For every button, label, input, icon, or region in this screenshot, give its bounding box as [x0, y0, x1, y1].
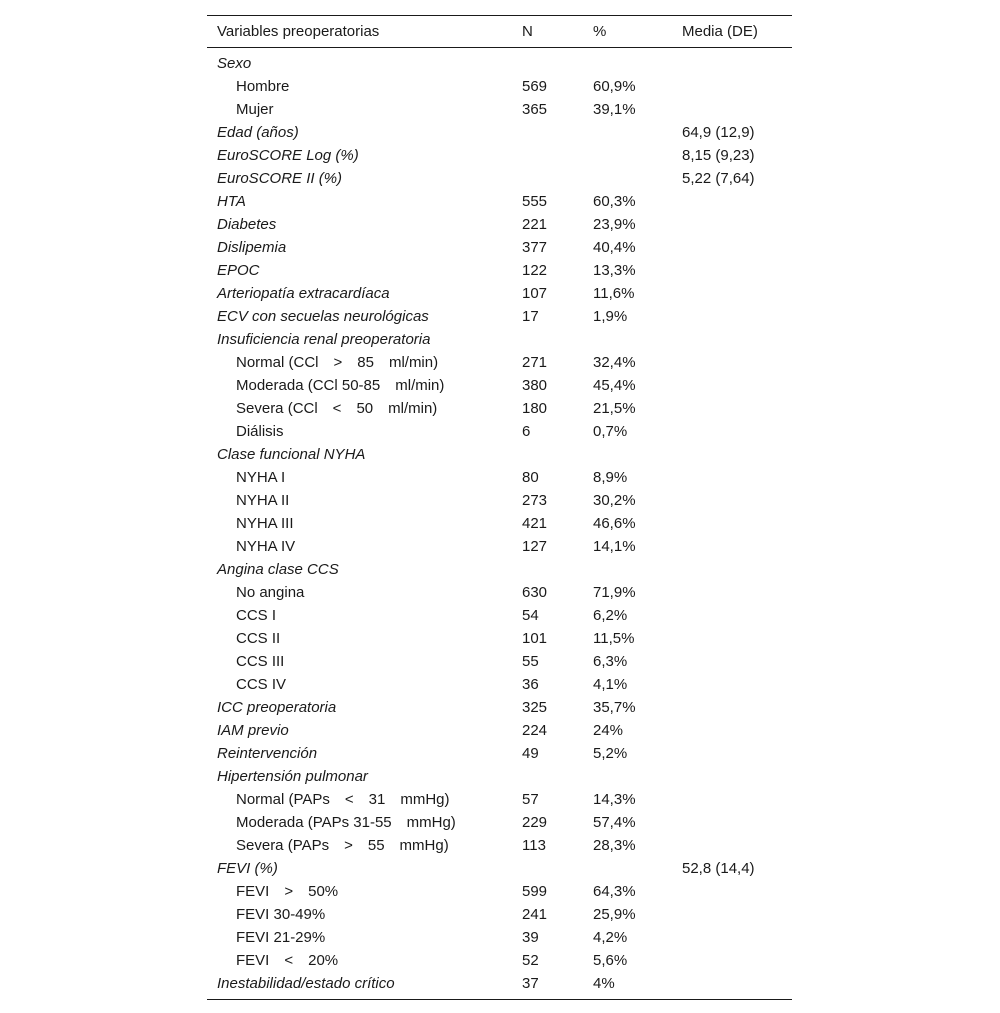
row-percent: 24%	[593, 722, 624, 739]
row-n	[512, 167, 583, 190]
row-mean-sd	[672, 880, 792, 903]
row-n: 37	[512, 972, 583, 1000]
row-mean-sd	[672, 650, 792, 673]
header-variables: Variables preoperatorias	[207, 16, 512, 48]
table-row	[207, 52, 792, 75]
table-row	[207, 397, 792, 420]
row-percent: 13,3%	[593, 262, 636, 279]
row-n: 6	[522, 423, 531, 440]
row-n: 39	[522, 929, 539, 946]
row-n: 55	[522, 653, 539, 670]
row-mean-sd	[672, 627, 792, 650]
row-n	[512, 52, 583, 75]
row-mean-sd	[672, 558, 792, 581]
row-mean-sd: 8,15 (9,23)	[682, 147, 755, 164]
table-row	[207, 420, 792, 443]
row-percent: 30,2%	[593, 492, 636, 509]
row-percent	[583, 765, 672, 788]
row-label: EuroSCORE II (%)	[217, 170, 343, 187]
row-mean-sd	[672, 489, 792, 512]
table-row	[207, 834, 792, 857]
row-percent: 6,2%	[593, 607, 628, 624]
row-label: Diabetes	[217, 216, 277, 233]
header-mean-sd: Media (DE)	[672, 16, 792, 48]
row-mean-sd: 5,22 (7,64)	[682, 170, 755, 187]
row-percent: 32,4%	[593, 354, 636, 371]
row-n: 107	[522, 285, 548, 302]
row-mean-sd	[672, 926, 792, 949]
row-percent: 28,3%	[593, 837, 636, 854]
row-mean-sd	[672, 328, 792, 351]
row-percent: 11,6%	[593, 285, 635, 302]
row-mean-sd	[672, 282, 792, 305]
row-n: 57	[522, 791, 539, 808]
table-row	[207, 972, 792, 1000]
row-percent: 8,9%	[593, 469, 628, 486]
row-n	[512, 857, 583, 880]
row-label: No angina	[236, 584, 305, 601]
row-n: 569	[522, 78, 548, 95]
row-label: EuroSCORE Log (%)	[217, 147, 359, 164]
row-label: FEVI (%)	[217, 860, 278, 877]
row-n: 17	[522, 308, 539, 325]
row-n: 325	[522, 699, 548, 716]
table-row	[207, 558, 792, 581]
row-label: ECV con secuelas neurológicas	[217, 308, 429, 325]
row-label: FEVI > 50%	[236, 883, 339, 900]
row-label: Insuficiencia renal preoperatoria	[217, 331, 431, 348]
table-row	[207, 880, 792, 903]
row-percent: 39,1%	[593, 101, 636, 118]
table-row	[207, 650, 792, 673]
table-row	[207, 903, 792, 926]
row-label: Clase funcional NYHA	[217, 446, 366, 463]
row-label: CCS III	[236, 653, 285, 670]
table-row	[207, 765, 792, 788]
row-label: Arteriopatía extracardíaca	[217, 285, 390, 302]
row-percent: 21,5%	[593, 400, 636, 417]
row-mean-sd	[672, 535, 792, 558]
table-row	[207, 581, 792, 604]
table-row	[207, 121, 792, 144]
row-label: HTA	[217, 193, 246, 210]
table-row	[207, 190, 792, 213]
row-n	[512, 144, 583, 167]
row-n: 630	[522, 584, 548, 601]
row-mean-sd	[672, 443, 792, 466]
row-label: Hombre	[236, 78, 290, 95]
row-label: Hipertensión pulmonar	[217, 768, 368, 785]
row-percent: 6,3%	[593, 653, 628, 670]
row-percent: 5,2%	[593, 745, 628, 762]
row-label: Edad (años)	[217, 124, 299, 141]
preoperative-variables-table	[207, 15, 792, 1000]
row-mean-sd: 52,8 (14,4)	[682, 860, 755, 877]
row-mean-sd	[672, 811, 792, 834]
row-percent: 4%	[583, 972, 672, 1000]
row-mean-sd	[672, 673, 792, 696]
row-label: Reintervención	[217, 745, 318, 762]
row-n: 113	[522, 837, 546, 854]
row-mean-sd	[672, 374, 792, 397]
row-percent: 64,3%	[593, 883, 636, 900]
table-row	[207, 374, 792, 397]
table-row	[207, 351, 792, 374]
row-label: ICC preoperatoria	[217, 699, 337, 716]
row-label: FEVI 21-29%	[236, 929, 326, 946]
row-label: Normal (CCl > 85 ml/min)	[236, 354, 439, 371]
row-percent: 14,3%	[593, 791, 636, 808]
row-mean-sd	[672, 466, 792, 489]
row-label: Mujer	[236, 101, 274, 118]
row-percent: 25,9%	[593, 906, 636, 923]
row-label: CCS I	[236, 607, 277, 624]
row-percent: 5,6%	[593, 952, 628, 969]
table-row	[207, 673, 792, 696]
row-n: 599	[522, 883, 548, 900]
row-label: Normal (PAPs < 31 mmHg)	[236, 791, 450, 808]
table-row	[207, 788, 792, 811]
row-n: 180	[522, 400, 548, 417]
row-n: 52	[522, 952, 539, 969]
row-percent: 4,1%	[593, 676, 628, 693]
row-mean-sd	[672, 75, 792, 98]
row-n: 273	[522, 492, 548, 509]
row-n: 555	[522, 193, 548, 210]
row-percent: 46,6%	[593, 515, 636, 532]
row-label: Severa (CCl < 50 ml/min)	[236, 400, 438, 417]
row-label: Inestabilidad/estado crítico	[207, 972, 512, 1000]
row-n: 271	[522, 354, 548, 371]
row-label: IAM previo	[217, 722, 289, 739]
row-percent: 57,4%	[593, 814, 636, 831]
row-percent	[583, 52, 672, 75]
row-mean-sd	[672, 788, 792, 811]
row-label: NYHA II	[236, 492, 290, 509]
row-mean-sd	[672, 52, 792, 75]
row-n: 365	[522, 101, 548, 118]
row-label: NYHA IV	[236, 538, 296, 555]
row-mean-sd	[672, 512, 792, 535]
row-percent: 35,7%	[593, 699, 636, 716]
row-n	[512, 328, 583, 351]
header-n: N	[512, 16, 583, 48]
row-n	[512, 558, 583, 581]
row-percent: 23,9%	[593, 216, 636, 233]
row-mean-sd	[672, 259, 792, 282]
table-row	[207, 167, 792, 190]
row-n: 101	[522, 630, 548, 647]
row-percent	[583, 443, 672, 466]
row-n: 127	[522, 538, 548, 555]
row-mean-sd	[672, 742, 792, 765]
row-percent: 4,2%	[593, 929, 628, 946]
table-row	[207, 926, 792, 949]
table-row	[207, 742, 792, 765]
row-percent: 71,9%	[593, 584, 636, 601]
row-percent: 1,9%	[593, 308, 628, 325]
table-body	[207, 48, 792, 1000]
row-n: 224	[522, 722, 548, 739]
row-percent	[583, 558, 672, 581]
row-label: CCS II	[236, 630, 281, 647]
table-row	[207, 811, 792, 834]
row-mean-sd	[672, 213, 792, 236]
row-label: Moderada (CCl 50-85 ml/min)	[236, 377, 445, 394]
row-label: Dislipemia	[217, 239, 287, 256]
row-label: FEVI < 20%	[236, 952, 339, 969]
row-label: NYHA III	[236, 515, 294, 532]
table-header	[207, 16, 792, 48]
table-row	[207, 857, 792, 880]
row-mean-sd	[672, 696, 792, 719]
row-percent	[583, 328, 672, 351]
header-percent: %	[583, 16, 672, 48]
row-mean-sd	[672, 972, 792, 1000]
row-mean-sd	[672, 581, 792, 604]
header-row	[207, 16, 792, 48]
row-mean-sd	[672, 765, 792, 788]
row-percent: 0,7%	[593, 423, 628, 440]
row-n: 229	[522, 814, 548, 831]
table-row	[207, 443, 792, 466]
row-n: 54	[522, 607, 539, 624]
row-percent: 14,1%	[593, 538, 636, 555]
row-mean-sd	[672, 190, 792, 213]
row-percent	[583, 121, 672, 144]
row-mean-sd: 64,9 (12,9)	[682, 124, 755, 141]
row-percent	[583, 857, 672, 880]
table-row	[207, 75, 792, 98]
row-mean-sd	[672, 98, 792, 121]
row-n: 49	[522, 745, 539, 762]
row-percent: 60,9%	[593, 78, 636, 95]
row-percent: 45,4%	[593, 377, 636, 394]
row-n: 377	[522, 239, 548, 256]
row-mean-sd	[672, 949, 792, 972]
table-row	[207, 466, 792, 489]
row-mean-sd	[672, 719, 792, 742]
table-row	[207, 236, 792, 259]
row-mean-sd	[672, 903, 792, 926]
row-label: FEVI 30-49%	[236, 906, 326, 923]
row-mean-sd	[672, 351, 792, 374]
row-mean-sd	[672, 834, 792, 857]
table-row	[207, 512, 792, 535]
table-row	[207, 98, 792, 121]
table-row	[207, 604, 792, 627]
row-label: CCS IV	[236, 676, 287, 693]
row-n: 421	[522, 515, 548, 532]
row-label: Moderada (PAPs 31-55 mmHg)	[236, 814, 456, 831]
row-label: Diálisis	[236, 423, 284, 440]
row-n: 241	[522, 906, 548, 923]
row-mean-sd	[672, 397, 792, 420]
table-row	[207, 719, 792, 742]
table-row	[207, 696, 792, 719]
table-row	[207, 213, 792, 236]
row-n: 80	[522, 469, 539, 486]
table-row	[207, 144, 792, 167]
table-row	[207, 535, 792, 558]
table-row	[207, 489, 792, 512]
row-n: 380	[522, 377, 548, 394]
row-mean-sd	[672, 236, 792, 259]
table-row	[207, 627, 792, 650]
row-label: EPOC	[217, 262, 260, 279]
table-row	[207, 282, 792, 305]
table-row	[207, 259, 792, 282]
row-percent	[583, 144, 672, 167]
row-mean-sd	[672, 305, 792, 328]
row-label: Sexo	[217, 55, 252, 72]
row-percent: 40,4%	[593, 239, 636, 256]
table-row	[207, 305, 792, 328]
row-n	[512, 765, 583, 788]
row-n: 36	[522, 676, 539, 693]
row-label: Severa (PAPs > 55 mmHg)	[236, 837, 449, 854]
row-n: 122	[522, 262, 548, 279]
row-label: Angina clase CCS	[217, 561, 339, 578]
row-n: 221	[522, 216, 548, 233]
row-percent	[583, 167, 672, 190]
row-label: NYHA I	[236, 469, 286, 486]
row-mean-sd	[672, 420, 792, 443]
row-percent: 11,5%	[593, 630, 635, 647]
table-row	[207, 949, 792, 972]
row-n	[512, 121, 583, 144]
row-percent: 60,3%	[593, 193, 636, 210]
row-n	[512, 443, 583, 466]
row-mean-sd	[672, 604, 792, 627]
table-row	[207, 328, 792, 351]
